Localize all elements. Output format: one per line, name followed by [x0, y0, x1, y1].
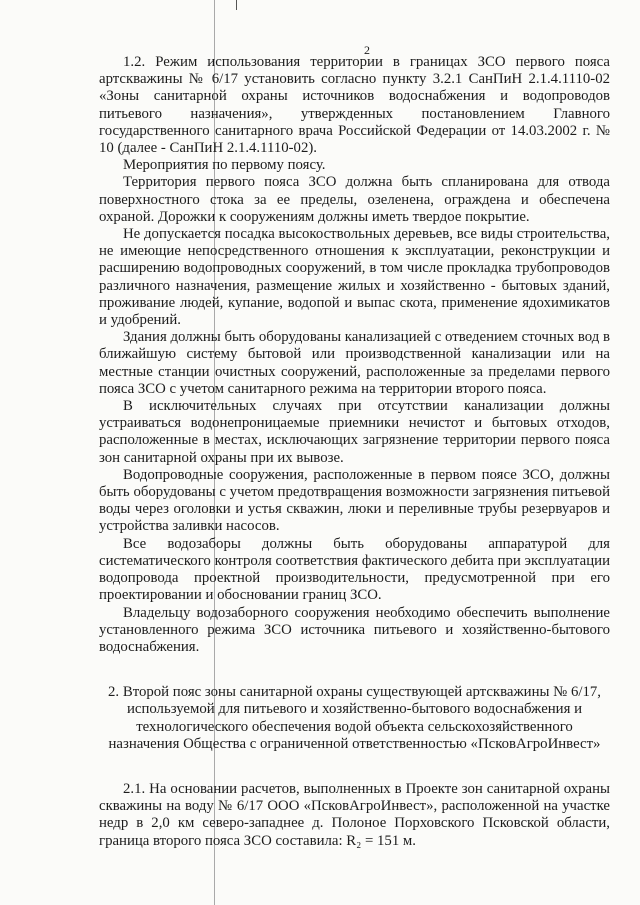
section-2-title: 2. Второй пояс зоны санитарной охраны существующей артскважины № 6/17, используемой для питьевого и хозяйственно-бытового водоснабжения и технологического обеспечения водой объекта сельскохозяйственного назначения Общества с ограниченной ответственностью «ПсковАгроИнвест» [108, 684, 601, 752]
section-gap [99, 753, 610, 781]
paragraph-first-belt-heading: Мероприятия по первому поясу. [123, 157, 326, 174]
scan-mark [236, 0, 237, 10]
paragraph-2-1: 2.1. На основании расчетов, выполненных в Проекте зон санитарной охраны скважины на воду № 6/17 ООО «ПсковАгроИнвест», расположенной на участке недр в 2,0 км северо-западнее д. Полоное Порховского Псковской области, граница второго пояса ЗСО составила: R₂ = 151 м. [99, 780, 610, 849]
paragraph-owner-obligation: Владельцу водозаборного сооружения необходимо обеспечить выполнение установленного режима ЗСО источника питьевого и хозяйственно-бытового водоснабжения. [99, 604, 610, 655]
paragraph-sewerage: Здания должны быть оборудованы канализацией с отведением сточных вод в ближайшую систему бытовой или производственной канализации или на местные станции очистных сооружений, расположенные за пределами первого пояса ЗСО с учетом санитарного режима на территории второго пояса. [99, 329, 610, 397]
paragraph-water-structures: Водопроводные сооружения, расположенные в первом поясе ЗСО, должны быть оборудованы с учетом предотвращения возможности загрязнения питьевой воды через оголовки и устья скважин, люки и переливные трубы резервуаров и устройства заливки насосов. [99, 466, 610, 535]
paragraph-prohibitions: Не допускается посадка высокоствольных деревьев, все виды строительства, не имеющие непосредственного отношения к эксплуатации, реконструкции и расширению водопроводных сооружений, в том числе прокладка трубопроводов различного назначения, размещение жилых и хозяйственно - бытовых зданий, проживание людей, купание, водопой и выпас скота, применение ядохимикатов и удобрений. [99, 226, 610, 329]
section-gap [99, 656, 610, 684]
paragraph-1-2: 1.2. Режим использования территории в границах ЗСО первого пояса артскважины № 6/17 установить согласно пункту 3.2.1 СанПиН 2.1.4.1110-02 «Зоны санитарной охраны источников водоснабжения и водопроводов питьевого назначения», утвержденных постановлением Главного государственного санитарного врача Российской Федерации от 14.03.2002 г. № 10 (далее - СанПиН 2.1.4.1110-02). [99, 54, 610, 157]
paragraph-territory: Территория первого пояса ЗСО должна быть спланирована для отвода поверхностного стока за ее пределы, озеленена, ограждена и обеспечена охраной. Дорожки к сооружениям должны иметь твердое покрытие. [99, 174, 610, 225]
page-number: 2 [364, 43, 370, 57]
paragraph-exceptional-cases: В исключительных случаях при отсутствии канализации должны устраиваться водонепроницаемые приемники нечистот и бытовых отходов, расположенные в местах, исключающих загрязнение территории первого пояса зон санитарной охраны при их вывозе. [99, 398, 610, 466]
document-body [99, 54, 610, 850]
paragraph-water-intakes: Все водозаборы должны быть оборудованы аппаратурой для систематического контроля соответствия фактического дебита при эксплуатации водопровода проектной производительности, предусмотренной при его проектировании и обосновании границ ЗСО. [99, 535, 610, 604]
